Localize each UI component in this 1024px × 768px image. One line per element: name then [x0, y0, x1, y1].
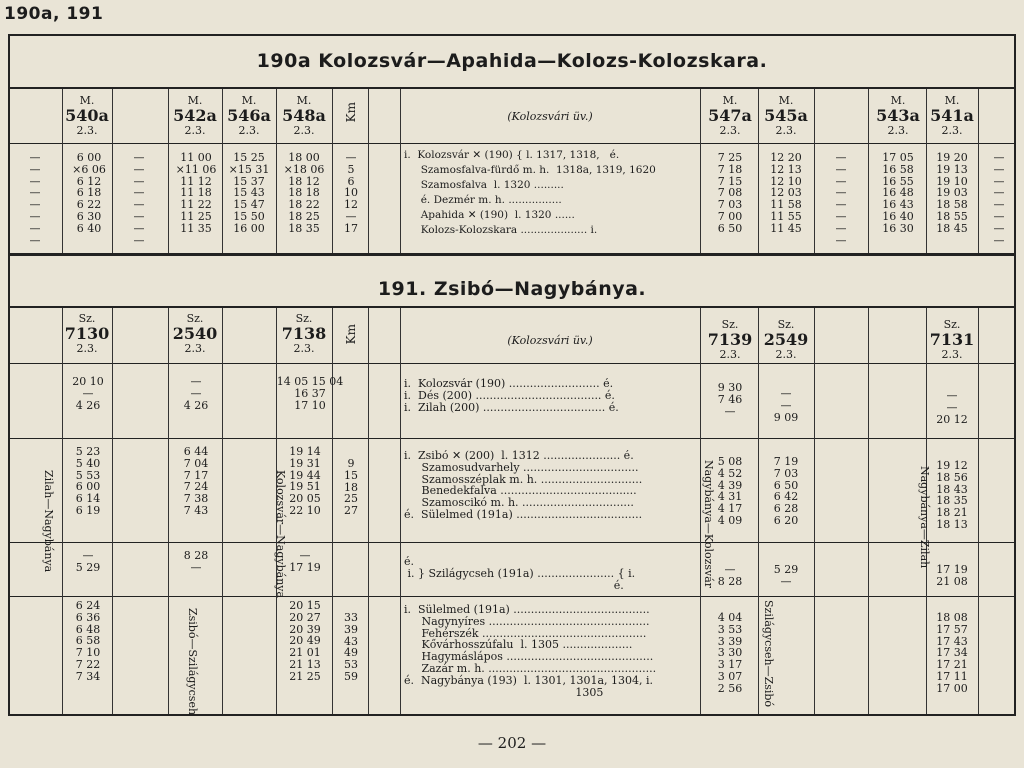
rule — [8, 306, 1016, 308]
route-label-zsibo-szilagycseh: Zsibó—Szilágycseh — [186, 608, 199, 716]
rule — [814, 308, 815, 714]
times-7130-block-c: — 5 29 — [75, 549, 101, 574]
station-list-191-d: i. Sülelmed (191a) ....................................... Nagynyíres .............................................. Fehérszék ............................................... Kővárhosszúfalu l. 1305 .................... Hagymáslápos .......................................... Zazár m. h. ................................................ é. Nagybánya (193) l. 1301, 1301a, 1304, i. 1305 — [404, 604, 657, 699]
times-7139-block-a: 9 30 7 46 — — [717, 381, 743, 418]
rule — [222, 308, 223, 714]
times-2549-block-a: — — 9 09 — [773, 387, 799, 424]
times-2549-block-b: 7 19 7 03 6 50 6 42 6 28 6 20 — [773, 455, 799, 527]
rule — [868, 308, 869, 714]
rule — [8, 596, 1016, 597]
train-header-2540: Sz. 2540 2.3. — [172, 312, 218, 355]
train-header-547a: M. 547a 2.3. — [708, 94, 752, 137]
page-number: — 202 — — [477, 734, 547, 752]
train-header-543a: M. 543a 2.3. — [876, 94, 920, 137]
rule — [400, 308, 401, 714]
times-7138-block-b: 19 14 19 31 19 44 19 51 20 05 22 10 — [289, 445, 321, 517]
via-note: (Kolozsvári üv.) — [507, 110, 593, 123]
km-header: Km — [344, 324, 358, 345]
times-7131-block-b: 19 12 18 56 18 43 18 35 18 21 18 13 — [936, 459, 968, 531]
table-191-title: 191. Zsibó—Nagybánya. — [377, 278, 647, 300]
route-label-kolozsvar-nagybanya: Kolozsvár—Nagybánya — [274, 470, 287, 599]
times-7130-block-b: 5 23 5 40 5 53 6 00 6 14 6 19 — [75, 445, 101, 517]
times-7130-block-a: 20 10 — 4 26 — [72, 375, 104, 412]
train-header-540a: M. 540a 2.3. — [65, 94, 109, 137]
train-header-7130: Sz. 7130 2.3. — [64, 312, 110, 355]
rule — [368, 308, 369, 714]
rule — [168, 89, 169, 253]
station-list-190a: i. Kolozsvár ✕ (190) { l. 1317, 1318, é. Szamosfalva-fürdő m. h. 1318a, 1319, 1620 Szamosfalva l. 1320 ......... é. Dezmér m. h. ................ Apahida ✕ (190) l. 1320 ...... Kolozs-Kolozskara .................... i. — [404, 149, 656, 236]
times-7139-block-c: — 8 28 — [717, 563, 743, 588]
train-header-546a: M. 546a 2.3. — [227, 94, 271, 137]
times-540a: 6 00 ×6 06 6 12 6 18 6 22 6 30 6 40 — [72, 151, 106, 235]
page-corner-label: 190a, 191 — [4, 4, 104, 24]
route-label-nagybanya-kolozsvar: Nagybánya—Kolozsvár — [702, 460, 715, 589]
rule — [8, 253, 1016, 256]
station-list-191-b: i. Zsibó ✕ (200) l. 1312 ...................... é. Szamosudvarhely ................................. Szamosszéplak m. h. ............................. Benedekfalva ....................................... Szamoscikó m. h. ................................ é. Sülelmed (191a) .................................... — [404, 450, 643, 521]
rule — [978, 308, 979, 714]
dash-column: — — — — — — — — — [29, 151, 41, 247]
rule — [700, 89, 701, 253]
rule — [368, 89, 369, 253]
times-541a: 19 20 19 13 19 10 19 03 18 58 18 55 18 45 — [936, 151, 968, 235]
train-header-542a: M. 542a 2.3. — [173, 94, 217, 137]
rule — [332, 89, 333, 253]
times-542a: 11 00 ×11 06 11 12 11 18 11 22 11 25 11 35 — [175, 151, 217, 235]
rule — [978, 89, 979, 253]
rule — [8, 542, 1016, 543]
times-7139-block-b: 5 08 4 52 4 39 4 31 4 17 4 09 — [717, 455, 743, 527]
rule — [700, 308, 701, 714]
times-545a: 12 20 12 13 12 10 12 03 11 58 11 55 11 45 — [770, 151, 802, 235]
rule — [814, 89, 815, 253]
times-548a: 18 00 ×18 06 18 12 18 18 18 22 18 25 18 35 — [283, 151, 325, 235]
times-2540-block-c: 8 28 — — [183, 549, 209, 574]
times-546a: 15 25 ×15 31 15 37 15 43 15 47 15 50 16 00 — [228, 151, 270, 235]
km-values-d: 33 39 43 49 53 59 — [344, 611, 358, 683]
times-2549-block-c: 5 29 — — [773, 563, 799, 588]
times-7138-block-d: 20 15 20 27 20 39 20 49 21 01 21 13 21 25 — [289, 599, 321, 683]
dash-column: — — — — — — — — — [835, 151, 847, 247]
via-note: (Kolozsvári üv.) — [507, 334, 593, 347]
table-190a-title: 190a Kolozsvár—Apahida—Kolozs-Kolozskara. — [256, 50, 768, 72]
route-label-szilagycseh-zsibo: Szilágycseh—Zsibó — [762, 600, 775, 708]
dash-column: — — — — — — — — — [993, 151, 1005, 247]
times-547a: 7 25 7 18 7 15 7 08 7 03 7 00 6 50 — [717, 151, 743, 235]
rule — [168, 308, 169, 714]
times-7138-block-a: 14 05 15 04 16 37 17 10 — [276, 375, 344, 412]
rule — [8, 438, 1016, 439]
train-header-548a: M. 548a 2.3. — [282, 94, 326, 137]
km-values-b: 9 15 18 25 27 — [344, 457, 358, 518]
times-2540-block-b: 6 44 7 04 7 17 7 24 7 38 7 43 — [183, 445, 209, 517]
train-header-7139: Sz. 7139 2.3. — [707, 318, 753, 361]
times-7138-block-c: — 17 19 — [289, 549, 321, 574]
times-543a: 17 05 16 58 16 55 16 48 16 43 16 40 16 30 — [882, 151, 914, 235]
rule — [112, 308, 113, 714]
times-7130-block-d: 6 24 6 36 6 48 6 58 7 10 7 22 7 34 — [75, 599, 101, 683]
train-header-541a: M. 541a 2.3. — [930, 94, 974, 137]
times-7131-block-a: — — 20 12 — [936, 389, 968, 426]
rule — [62, 89, 63, 253]
rule — [62, 308, 63, 714]
route-label-zilah-nagybanya: Zilah—Nagybánya — [42, 470, 55, 573]
rule — [8, 363, 1016, 364]
rule — [332, 308, 333, 714]
rule — [8, 87, 1016, 89]
times-7139-block-d: 4 04 3 53 3 39 3 30 3 17 3 07 2 56 — [717, 611, 743, 695]
km-header: Km — [344, 102, 358, 123]
route-label-nagybanya-zilah: Nagybánya—Zilah — [918, 466, 931, 569]
train-header-545a: M. 545a 2.3. — [764, 94, 808, 137]
station-list-191-c: é. i. } Szilágycseh (191a) ...................... { i. é. — [404, 556, 636, 592]
times-2540-block-a: — — 4 26 — [183, 375, 209, 412]
train-header-7138: Sz. 7138 2.3. — [281, 312, 327, 355]
station-list-191-a: i. Kolozsvár (190) .......................... é. i. Dés (200) .................................... é. i. Zilah (200) ................................... é. — [404, 378, 619, 414]
rule — [400, 89, 401, 253]
km-values: — 5 6 10 12 — 17 — [344, 151, 358, 235]
times-7131-block-c: 17 19 21 08 — [936, 563, 968, 588]
train-header-7131: Sz. 7131 2.3. — [929, 318, 975, 361]
rule — [8, 143, 1016, 144]
dash-column: — — — — — — — — — [133, 151, 145, 247]
times-7131-block-d: 18 08 17 57 17 43 17 34 17 21 17 11 17 00 — [936, 611, 968, 695]
rule — [868, 89, 869, 253]
train-header-2549: Sz. 2549 2.3. — [763, 318, 809, 361]
rule — [112, 89, 113, 253]
